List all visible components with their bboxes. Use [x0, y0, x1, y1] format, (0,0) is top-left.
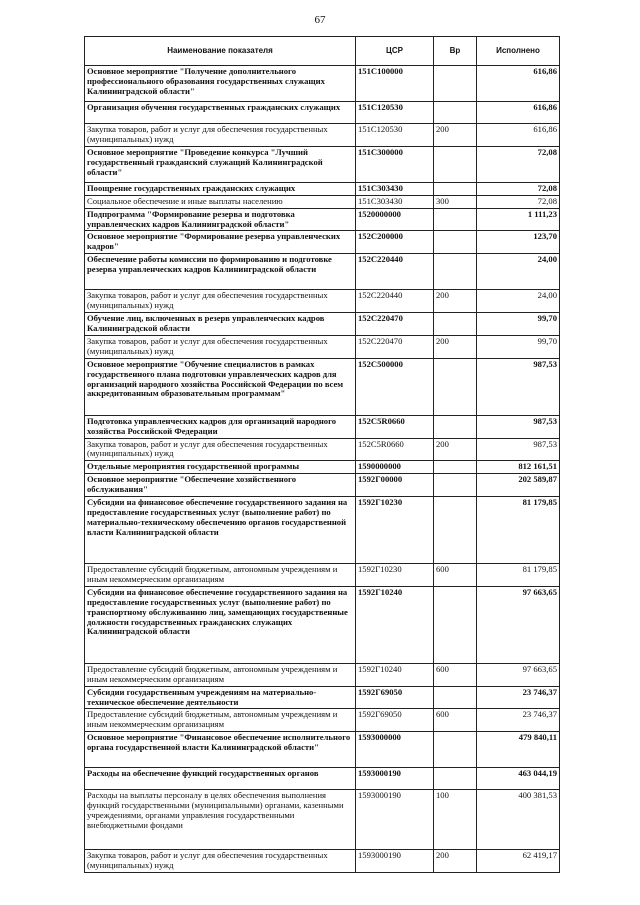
cell-name: Закупка товаров, работ и услуг для обеспечения государственных (муниципальных) нужд — [85, 290, 356, 313]
cell-vr — [434, 182, 477, 195]
cell-code: 1592Г10240 — [356, 586, 434, 663]
cell-vr — [434, 231, 477, 254]
cell-amount: 24,00 — [477, 290, 560, 313]
cell-vr — [434, 66, 477, 102]
cell-code: 151С300000 — [356, 146, 434, 182]
table-row — [85, 709, 560, 732]
cell-vr — [434, 102, 477, 124]
cell-code: 1592Г10230 — [356, 564, 434, 587]
cell-amount: 24,00 — [477, 254, 560, 290]
cell-name: Субсидии на финансовое обеспечение государственного задания на предоставление государственных услуг (выполнение работ) по транспортному обслуживанию лиц, замещающих государственные должности государственных гражданских служащих Калининградской области — [85, 586, 356, 663]
cell-name: Социальное обеспечение и иные выплаты населению — [85, 195, 356, 208]
table-row — [85, 290, 560, 313]
column-header-code: ЦСР — [356, 37, 434, 66]
column-header-name: Наименование показателя — [85, 37, 356, 66]
table-row — [85, 146, 560, 182]
cell-vr — [434, 358, 477, 415]
cell-amount: 616,86 — [477, 66, 560, 102]
cell-vr: 200 — [434, 850, 477, 873]
cell-name: Предоставление субсидий бюджетным, автономным учреждениям и иным некоммерческим организациям — [85, 663, 356, 686]
table-row — [85, 850, 560, 873]
cell-vr: 600 — [434, 663, 477, 686]
table-row — [85, 790, 560, 850]
cell-name: Отдельные мероприятия государственной программы — [85, 461, 356, 474]
page-number: 67 — [314, 14, 326, 26]
cell-vr — [434, 732, 477, 768]
cell-amount: 202 589,87 — [477, 474, 560, 497]
table-row — [85, 686, 560, 709]
cell-name: Организация обучения государственных гражданских служащих — [85, 102, 356, 124]
cell-name: Предоставление субсидий бюджетным, автономным учреждениям и иным некоммерческим организациям — [85, 709, 356, 732]
cell-amount: 463 044,19 — [477, 768, 560, 790]
cell-amount: 987,53 — [477, 415, 560, 438]
cell-vr — [434, 686, 477, 709]
cell-amount: 987,53 — [477, 358, 560, 415]
cell-code: 1592Г69050 — [356, 686, 434, 709]
cell-vr — [434, 254, 477, 290]
cell-name: Предоставление субсидий бюджетным, автономным учреждениям и иным некоммерческим организациям — [85, 564, 356, 587]
cell-code: 152С500000 — [356, 358, 434, 415]
cell-amount: 23 746,37 — [477, 709, 560, 732]
table-row — [85, 182, 560, 195]
cell-vr — [434, 461, 477, 474]
cell-name: Расходы на обеспечение функций государственных органов — [85, 768, 356, 790]
cell-vr: 600 — [434, 564, 477, 587]
cell-vr: 200 — [434, 124, 477, 147]
cell-name: Обеспечение работы комиссии по формированию и подготовке резерва управленческих кадров Калининградской области — [85, 254, 356, 290]
cell-code: 152С220440 — [356, 290, 434, 313]
cell-name: Подготовка управленческих кадров для организаций народного хозяйства Российской Федерации — [85, 415, 356, 438]
table-row — [85, 358, 560, 415]
cell-amount: 99,70 — [477, 313, 560, 336]
cell-code: 1592Г69050 — [356, 709, 434, 732]
cell-code: 1593000190 — [356, 768, 434, 790]
table-row — [85, 335, 560, 358]
cell-name: Субсидии на финансовое обеспечение государственного задания на предоставление государственных услуг (выполнение работ) по материально-техническому обеспечению органов государственной власти Калининградской области — [85, 497, 356, 564]
table-row — [85, 586, 560, 663]
cell-code: 152С220440 — [356, 254, 434, 290]
cell-code: 152С200000 — [356, 231, 434, 254]
cell-vr: 200 — [434, 290, 477, 313]
table-row — [85, 497, 560, 564]
cell-name: Закупка товаров, работ и услуг для обеспечения государственных (муниципальных) нужд — [85, 124, 356, 147]
cell-name: Основное мероприятие "Обучение специалистов в рамках государственного плана подготовки управленческих кадров для организаций народного хозяйства Российской Федерации по всем аккредитованным образовательным программам" — [85, 358, 356, 415]
cell-code: 152С5R0660 — [356, 415, 434, 438]
table-row — [85, 461, 560, 474]
cell-code: 151С120530 — [356, 102, 434, 124]
table-row — [85, 768, 560, 790]
cell-amount: 400 381,53 — [477, 790, 560, 850]
cell-code: 1593000190 — [356, 790, 434, 850]
cell-name: Подпрограмма "Формирование резерва и подготовка управленческих кадров Калининградской области" — [85, 208, 356, 231]
cell-code: 1520000000 — [356, 208, 434, 231]
table-header-row — [85, 37, 560, 66]
cell-code: 1592Г00000 — [356, 474, 434, 497]
cell-amount: 1 111,23 — [477, 208, 560, 231]
cell-code: 1593000000 — [356, 732, 434, 768]
column-header-amount: Исполнено — [477, 37, 560, 66]
cell-amount: 72,08 — [477, 195, 560, 208]
table-row — [85, 415, 560, 438]
cell-amount: 616,86 — [477, 102, 560, 124]
cell-name: Основное мероприятие "Проведение конкурса "Лучший государственный гражданский служащий Калининградской области" — [85, 146, 356, 182]
cell-amount: 23 746,37 — [477, 686, 560, 709]
cell-name: Закупка товаров, работ и услуг для обеспечения государственных (муниципальных) нужд — [85, 438, 356, 461]
cell-amount: 81 179,85 — [477, 564, 560, 587]
table-row — [85, 564, 560, 587]
cell-vr — [434, 768, 477, 790]
cell-vr: 300 — [434, 195, 477, 208]
cell-vr — [434, 497, 477, 564]
cell-name: Обучение лиц, включенных в резерв управленческих кадров Калининградской области — [85, 313, 356, 336]
table-row — [85, 66, 560, 102]
cell-code: 151С100000 — [356, 66, 434, 102]
table-row — [85, 231, 560, 254]
cell-name: Основное мероприятие "Обеспечение хозяйственного обслуживания" — [85, 474, 356, 497]
cell-vr — [434, 208, 477, 231]
cell-name: Основное мероприятие "Формирование резерва управленческих кадров" — [85, 231, 356, 254]
cell-amount: 97 663,65 — [477, 663, 560, 686]
cell-vr: 200 — [434, 335, 477, 358]
table-row — [85, 208, 560, 231]
cell-code: 151С303430 — [356, 195, 434, 208]
cell-code: 152С220470 — [356, 335, 434, 358]
cell-name: Субсидии государственным учреждениям на материально-техническое обеспечение деятельности — [85, 686, 356, 709]
cell-amount: 72,08 — [477, 182, 560, 195]
cell-vr: 600 — [434, 709, 477, 732]
cell-code: 152С5R0660 — [356, 438, 434, 461]
cell-name: Основное мероприятие "Получение дополнительного профессионального образования государственных служащих Калининградской области" — [85, 66, 356, 102]
cell-name: Основное мероприятие "Финансовое обеспечение исполнительного органа государственной власти Калининградской области" — [85, 732, 356, 768]
cell-vr — [434, 146, 477, 182]
cell-amount: 479 840,11 — [477, 732, 560, 768]
table-row — [85, 124, 560, 147]
table-row — [85, 438, 560, 461]
table-row — [85, 732, 560, 768]
cell-name: Поощрение государственных гражданских служащих — [85, 182, 356, 195]
table-row — [85, 663, 560, 686]
cell-amount: 99,70 — [477, 335, 560, 358]
cell-code: 1592Г10240 — [356, 663, 434, 686]
table-row — [85, 195, 560, 208]
cell-amount: 616,86 — [477, 124, 560, 147]
cell-vr: 100 — [434, 790, 477, 850]
cell-amount: 72,08 — [477, 146, 560, 182]
cell-amount: 123,70 — [477, 231, 560, 254]
cell-vr — [434, 415, 477, 438]
table-row — [85, 313, 560, 336]
cell-code: 1592Г10230 — [356, 497, 434, 564]
table-row — [85, 102, 560, 124]
cell-code: 1593000190 — [356, 850, 434, 873]
cell-amount: 81 179,85 — [477, 497, 560, 564]
cell-name: Расходы на выплаты персоналу в целях обеспечения выполнения функций государственными (муниципальными) органами, казенными учреждениями, органами управления государственными внебюджетными фондами — [85, 790, 356, 850]
table-row — [85, 474, 560, 497]
cell-amount: 62 419,17 — [477, 850, 560, 873]
cell-vr: 200 — [434, 438, 477, 461]
table-row — [85, 254, 560, 290]
cell-amount: 812 161,51 — [477, 461, 560, 474]
cell-code: 151С303430 — [356, 182, 434, 195]
cell-vr — [434, 586, 477, 663]
cell-name: Закупка товаров, работ и услуг для обеспечения государственных (муниципальных) нужд — [85, 850, 356, 873]
column-header-vr: Вр — [434, 37, 477, 66]
cell-vr — [434, 474, 477, 497]
expenditure-table — [84, 36, 560, 873]
cell-code: 1590000000 — [356, 461, 434, 474]
cell-code: 152С220470 — [356, 313, 434, 336]
cell-vr — [434, 313, 477, 336]
cell-code: 151С120530 — [356, 124, 434, 147]
cell-name: Закупка товаров, работ и услуг для обеспечения государственных (муниципальных) нужд — [85, 335, 356, 358]
cell-amount: 987,53 — [477, 438, 560, 461]
cell-amount: 97 663,65 — [477, 586, 560, 663]
